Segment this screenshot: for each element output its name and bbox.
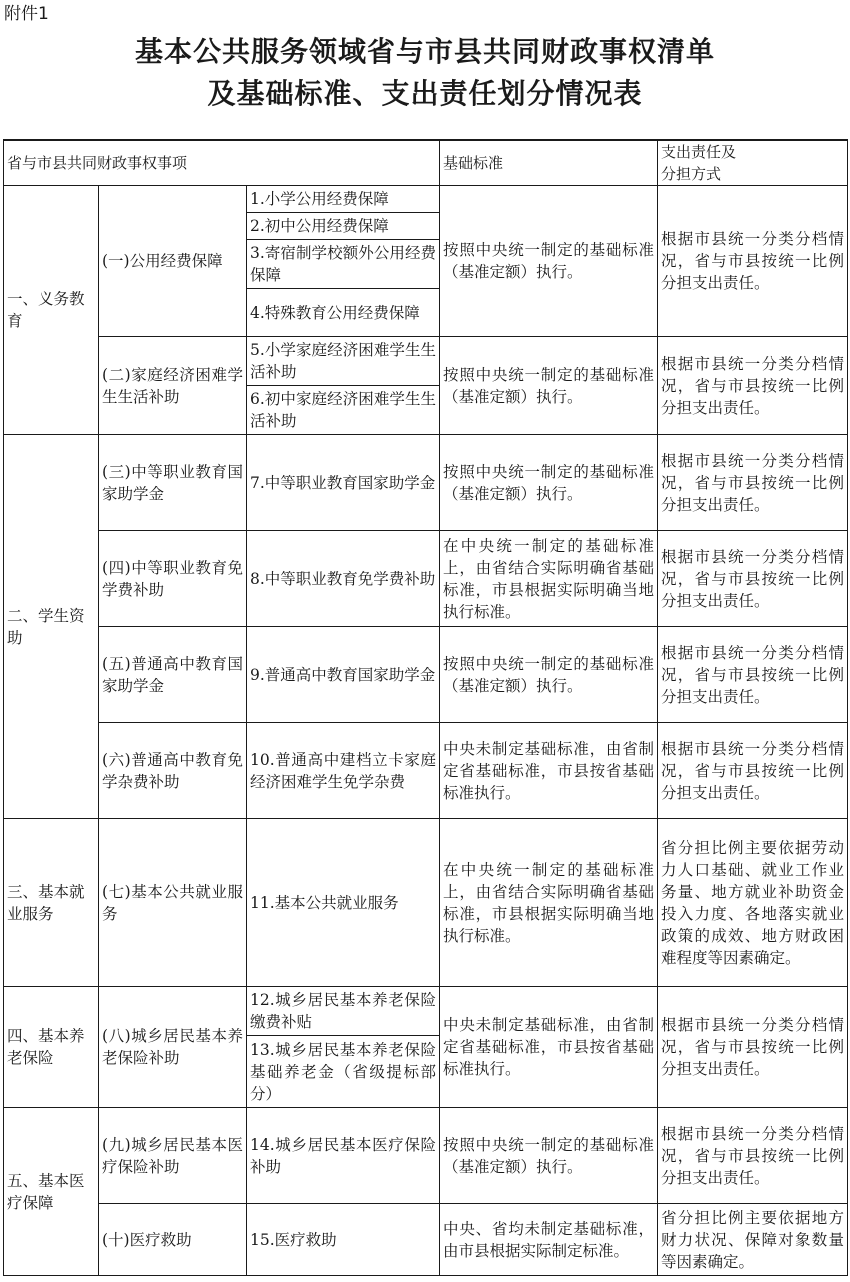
table-row bbox=[4, 627, 848, 723]
standard-cell: 中央未制定基础标准，由省制定省基础标准，市县按省基础标准执行。 bbox=[440, 987, 658, 1108]
standard-cell: 按照中央统一制定的基础标准（基准定额）执行。 bbox=[440, 435, 658, 531]
responsibility-cell: 根据市县统一分类分档情况，省与市县按统一比例分担支出责任。 bbox=[658, 337, 848, 435]
item-cell: 3.寄宿制学校额外公用经费保障 bbox=[247, 240, 440, 289]
standard-cell: 按照中央统一制定的基础标准（基准定额）执行。 bbox=[440, 186, 658, 337]
subcategory-cell: (八)城乡居民基本养老保险补助 bbox=[99, 987, 247, 1108]
responsibility-cell: 根据市县统一分类分档情况，省与市县按统一比例分担支出责任。 bbox=[658, 1108, 848, 1204]
category-cell: 五、基本医疗保障 bbox=[4, 1108, 99, 1276]
item-cell: 7.中等职业教育国家助学金 bbox=[247, 435, 440, 531]
responsibility-cell: 省分担比例主要依据地方财力状况、保障对象数量等因素确定。 bbox=[658, 1204, 848, 1276]
subcategory-cell: (六)普通高中教育免学杂费补助 bbox=[99, 723, 247, 819]
item-cell: 13.城乡居民基本养老保险基础养老金（省级提标部分） bbox=[247, 1036, 440, 1108]
item-cell: 12.城乡居民基本养老保险缴费补贴 bbox=[247, 987, 440, 1036]
standard-cell: 在中央统一制定的基础标准上，由省结合实际明确省基础标准，市县根据实际明确当地执行标准。 bbox=[440, 819, 658, 987]
header-responsibility-line1: 支出责任及 bbox=[661, 143, 737, 161]
subcategory-cell: (七)基本公共就业服务 bbox=[99, 819, 247, 987]
responsibility-table bbox=[3, 139, 848, 1276]
item-cell: 2.初中公用经费保障 bbox=[247, 213, 440, 240]
header-responsibility bbox=[658, 140, 848, 186]
item-cell: 11.基本公共就业服务 bbox=[247, 819, 440, 987]
subcategory-cell: (十)医疗救助 bbox=[99, 1204, 247, 1276]
responsibility-cell: 根据市县统一分类分档情况，省与市县按统一比例分担支出责任。 bbox=[658, 435, 848, 531]
category-cell: 四、基本养老保险 bbox=[4, 987, 99, 1108]
table-row bbox=[4, 819, 848, 987]
page-title-line2: 及基础标准、支出责任划分情况表 bbox=[207, 77, 643, 110]
header-standard: 基础标准 bbox=[440, 140, 658, 186]
standard-cell: 按照中央统一制定的基础标准（基准定额）执行。 bbox=[440, 337, 658, 435]
category-cell: 三、基本就业服务 bbox=[4, 819, 99, 987]
item-cell: 9.普通高中教育国家助学金 bbox=[247, 627, 440, 723]
table-row bbox=[4, 531, 848, 627]
subcategory-cell: (三)中等职业教育国家助学金 bbox=[99, 435, 247, 531]
item-cell: 6.初中家庭经济困难学生生活补助 bbox=[247, 386, 440, 435]
standard-cell: 按照中央统一制定的基础标准（基准定额）执行。 bbox=[440, 1108, 658, 1204]
responsibility-cell: 根据市县统一分类分档情况，省与市县按统一比例分担支出责任。 bbox=[658, 627, 848, 723]
table-row bbox=[4, 1108, 848, 1204]
item-cell: 1.小学公用经费保障 bbox=[247, 186, 440, 213]
subcategory-cell: (五)普通高中教育国家助学金 bbox=[99, 627, 247, 723]
header-matter: 省与市县共同财政事权事项 bbox=[4, 140, 440, 186]
item-cell: 8.中等职业教育免学费补助 bbox=[247, 531, 440, 627]
table-row bbox=[4, 186, 848, 213]
standard-cell: 中央、省均未制定基础标准，由市县根据实际制定标准。 bbox=[440, 1204, 658, 1276]
item-cell: 14.城乡居民基本医疗保险补助 bbox=[247, 1108, 440, 1204]
category-cell: 一、义务教育 bbox=[4, 186, 99, 435]
table-row bbox=[4, 435, 848, 531]
table-row bbox=[4, 1204, 848, 1276]
subcategory-cell: (九)城乡居民基本医疗保险补助 bbox=[99, 1108, 247, 1204]
category-cell: 二、学生资助 bbox=[4, 435, 99, 819]
responsibility-cell: 根据市县统一分类分档情况，省与市县按统一比例分担支出责任。 bbox=[658, 186, 848, 337]
page-title-line1: 基本公共服务领域省与市县共同财政事权清单 bbox=[134, 35, 715, 68]
subcategory-cell: (二)家庭经济困难学生生活补助 bbox=[99, 337, 247, 435]
item-cell: 5.小学家庭经济困难学生生活补助 bbox=[247, 337, 440, 386]
table-header-row bbox=[4, 140, 848, 186]
responsibility-cell: 省分担比例主要依据劳动力人口基础、就业工作业务量、地方就业补助资金投入力度、各地落实就业政策的成效、地方财政困难程度等因素确定。 bbox=[658, 819, 848, 987]
table-row bbox=[4, 337, 848, 386]
header-responsibility-line2: 分担方式 bbox=[661, 165, 722, 183]
subcategory-cell: (一)公用经费保障 bbox=[99, 186, 247, 337]
responsibility-cell: 根据市县统一分类分档情况，省与市县按统一比例分担支出责任。 bbox=[658, 531, 848, 627]
standard-cell: 中央未制定基础标准，由省制定省基础标准，市县按省基础标准执行。 bbox=[440, 723, 658, 819]
responsibility-cell: 根据市县统一分类分档情况，省与市县按统一比例分担支出责任。 bbox=[658, 987, 848, 1108]
item-cell: 10.普通高中建档立卡家庭经济困难学生免学杂费 bbox=[247, 723, 440, 819]
attachment-label: 附件1 bbox=[4, 4, 49, 24]
responsibility-cell: 根据市县统一分类分档情况，省与市县按统一比例分担支出责任。 bbox=[658, 723, 848, 819]
item-cell: 4.特殊教育公用经费保障 bbox=[247, 289, 440, 337]
subcategory-cell: (四)中等职业教育免学费补助 bbox=[99, 531, 247, 627]
table-row bbox=[4, 723, 848, 819]
standard-cell: 按照中央统一制定的基础标准（基准定额）执行。 bbox=[440, 627, 658, 723]
standard-cell: 在中央统一制定的基础标准上，由省结合实际明确省基础标准，市县根据实际明确当地执行标准。 bbox=[440, 531, 658, 627]
table-row bbox=[4, 987, 848, 1036]
item-cell: 15.医疗救助 bbox=[247, 1204, 440, 1276]
